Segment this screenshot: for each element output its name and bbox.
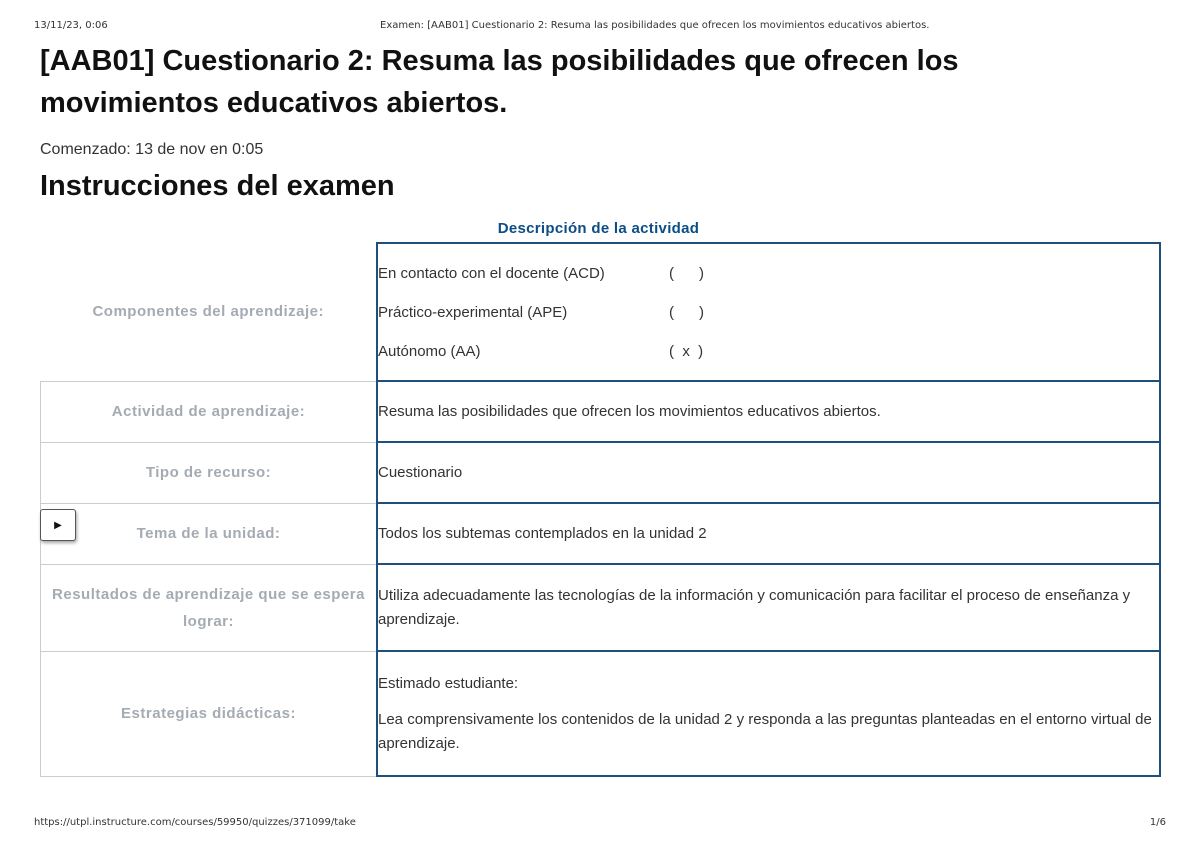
- row-label: Componentes del aprendizaje:: [41, 243, 378, 381]
- row-label: Tipo de recurso:: [41, 442, 378, 503]
- print-header: [34, 20, 1166, 34]
- print-document-title: Examen: [AAB01] Cuestionario 2: Resuma las posibilidades que ofrecen los movimientos educativos abiertos.: [380, 20, 930, 31]
- row-label: Resultados de aprendizaje que se espera lograr:: [41, 564, 378, 651]
- strategy-paragraph: Lea comprensivamente los contenidos de la unidad 2 y responda a las preguntas planteadas en el entorno virtual de aprendizaje.: [378, 710, 1152, 752]
- component-ape: [378, 293, 1159, 332]
- component-name: Autónomo (AA): [378, 342, 481, 360]
- components-cell: [377, 243, 1160, 381]
- row-value: Todos los subtemas contemplados en la unidad 2: [377, 503, 1160, 564]
- table-row-activity: [41, 381, 1161, 442]
- activity-description-table: [40, 242, 1161, 777]
- component-mark: ( x ): [669, 342, 704, 360]
- strategies-cell: [377, 651, 1160, 776]
- print-page-url: https://utpl.instructure.com/courses/59950/quizzes/371099/take: [34, 817, 356, 828]
- play-icon: ▶: [54, 519, 62, 531]
- row-label: Estrategias didácticas:: [41, 651, 378, 776]
- component-name: Práctico-experimental (APE): [378, 303, 568, 321]
- component-mark: ( ): [669, 303, 704, 321]
- table-row-strategies: [41, 651, 1161, 776]
- component-aa: [378, 332, 1159, 371]
- row-label: Tema de la unidad:: [41, 503, 378, 564]
- component-mark: ( ): [669, 264, 704, 282]
- row-value: Resuma las posibilidades que ofrecen los movimientos educativos abiertos.: [377, 381, 1160, 442]
- component-acd: [378, 254, 1159, 293]
- media-play-button[interactable]: [40, 509, 76, 541]
- row-value: Utiliza adecuadamente las tecnologías de la información y comunicación para facilitar el proceso de enseñanza y aprendizaje.: [377, 564, 1160, 651]
- quiz-title: [AAB01] Cuestionario 2: Resuma las posibilidades que ofrecen los movimientos educativos abiertos.: [40, 45, 959, 119]
- quiz-started-time: Comenzado: 13 de nov en 0:05: [40, 141, 264, 158]
- instructions-heading: Instrucciones del examen: [40, 170, 395, 202]
- print-date: 13/11/23, 0:06: [34, 20, 108, 31]
- table-row-components: [41, 243, 1161, 381]
- activity-table-caption: Descripción de la actividad: [497, 220, 700, 237]
- row-label: Actividad de aprendizaje:: [41, 381, 378, 442]
- print-page-number: 1/6: [1149, 817, 1166, 828]
- component-name: En contacto con el docente (ACD): [378, 264, 605, 282]
- table-row-learning-outcomes: [41, 564, 1161, 651]
- table-row-unit-topic: [41, 503, 1161, 564]
- row-value: Cuestionario: [377, 442, 1160, 503]
- strategy-paragraph: Estimado estudiante:: [378, 674, 519, 692]
- table-row-resource-type: [41, 442, 1161, 503]
